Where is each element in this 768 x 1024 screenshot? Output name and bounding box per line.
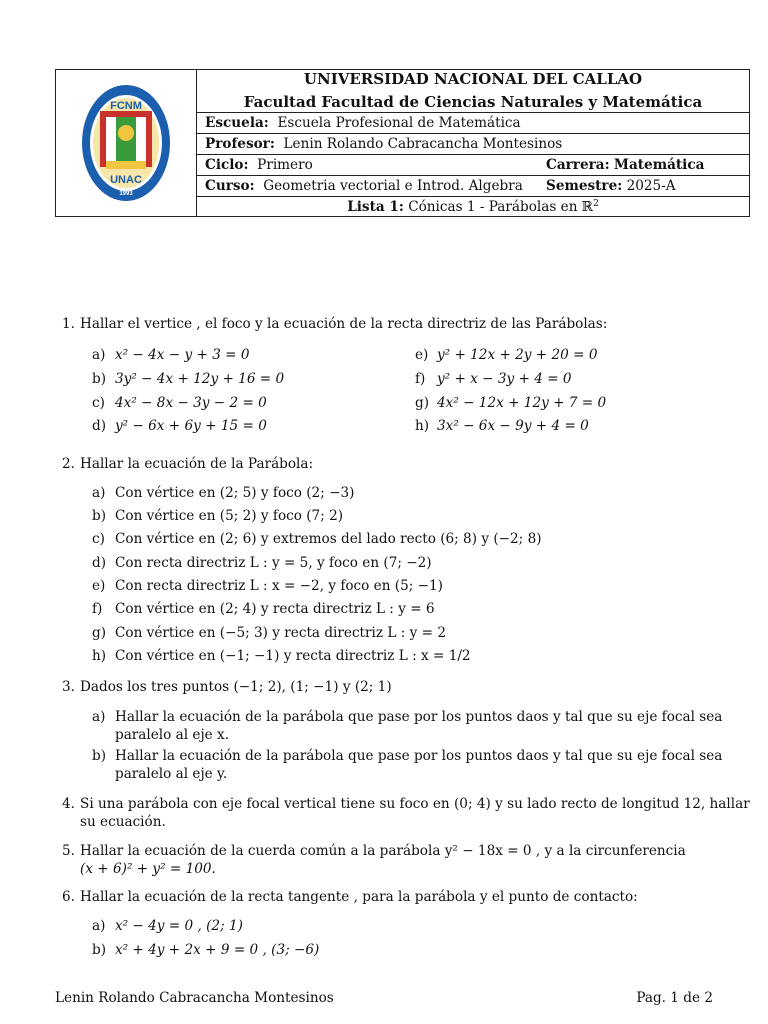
semestre-label: Semestre:: [546, 178, 623, 194]
faculty-title: Facultad Facultad de Ciencias Naturales y Matemática: [197, 91, 749, 113]
list-item: Con vértice en (2; 4) y recta directriz L : y = 6: [115, 601, 435, 617]
list-item-continuation: paralelo al eje x.: [115, 727, 230, 743]
list-item-label: c): [92, 395, 105, 411]
curso-row: [197, 176, 749, 197]
list-item: y² − 6x + 6y + 15 = 0: [115, 418, 267, 434]
list-item-label: f): [415, 371, 426, 387]
logo-top-text: FCNM: [110, 100, 142, 112]
profesor-label: Profesor:: [205, 136, 275, 152]
logo-bottom-text: UNAC: [110, 174, 142, 186]
list-item: y² + 12x + 2y + 20 = 0: [437, 347, 598, 363]
list-item-label: a): [92, 347, 106, 363]
list-item: x² + 4y + 2x + 9 = 0 , (3; −6): [115, 942, 320, 958]
list-item-label: a): [92, 709, 106, 725]
header-box: [55, 69, 750, 217]
q4-number: 4.: [62, 796, 75, 812]
list-item: Con vértice en (2; 6) y extremos del lado recto (6; 8) y (−2; 8): [115, 531, 542, 547]
q2-number: 2.: [62, 456, 75, 472]
list-item-label: d): [92, 555, 107, 571]
q5-text-continuation: (x + 6)² + y² = 100.: [80, 861, 216, 877]
list-item: Con recta directriz L : y = 5, y foco en (7; −2): [115, 555, 432, 571]
q2-text: Hallar la ecuación de la Parábola:: [80, 456, 314, 472]
ciclo-row: [197, 155, 749, 176]
university-logo: [80, 83, 172, 203]
q3-text: Dados los tres puntos (−1; 2), (1; −1) y (2; 1): [80, 679, 392, 695]
list-item-label: b): [92, 508, 107, 524]
list-item: x² − 4y = 0 , (2; 1): [115, 918, 243, 934]
list-item: Con vértice en (−5; 3) y recta directriz L : y = 2: [115, 625, 446, 641]
carrera-label: Carrera:: [546, 157, 610, 173]
list-item: x² − 4x − y + 3 = 0: [115, 347, 250, 363]
q1-number: 1.: [62, 316, 75, 332]
list-item-continuation: paralelo al eje y.: [115, 766, 228, 782]
logo-cell: [56, 70, 197, 216]
list-item: 4x² − 8x − 3y − 2 = 0: [115, 395, 267, 411]
profesor-value: Lenin Rolando Cabracancha Montesinos: [283, 136, 563, 152]
list-item: Con vértice en (5; 2) y foco (7; 2): [115, 508, 344, 524]
q5-number: 5.: [62, 843, 75, 859]
footer-author: Lenin Rolando Cabracancha Montesinos: [55, 990, 334, 1006]
list-item-label: e): [92, 578, 106, 594]
q3-number: 3.: [62, 679, 75, 695]
list-item-label: b): [92, 371, 107, 387]
q4-text: Si una parábola con eje focal vertical tiene su foco en (0; 4) y su lado recto de longitud 12, hallar: [80, 796, 750, 812]
list-item-label: c): [92, 531, 105, 547]
lista-superscript: 2: [593, 199, 599, 209]
list-item-label: a): [92, 485, 106, 501]
list-item-label: f): [92, 601, 103, 617]
q4-text-continuation: su ecuación.: [80, 814, 166, 830]
list-item-label: b): [92, 748, 107, 764]
escuela-label: Escuela:: [205, 115, 269, 131]
list-item-label: a): [92, 918, 106, 934]
list-item: Con vértice en (−1; −1) y recta directriz L : x = 1/2: [115, 648, 471, 664]
lista-label: Lista 1:: [347, 199, 404, 215]
q6-text: Hallar la ecuación de la recta tangente , para la parábola y el punto de contacto:: [80, 889, 638, 905]
list-item-label: e): [415, 347, 429, 363]
q5-text: Hallar la ecuación de la cuerda común a la parábola y² − 18x = 0 , y a la circunferencia: [80, 843, 686, 859]
semestre-value: 2025-A: [626, 178, 676, 194]
escuela-row: [197, 113, 749, 134]
list-item-label: h): [415, 418, 430, 434]
q1-text: Hallar el vertice , el foco y la ecuación de la recta directriz de las Parábolas:: [80, 316, 608, 332]
q6-number: 6.: [62, 889, 75, 905]
curso-label: Curso:: [205, 178, 255, 194]
list-item-label: b): [92, 942, 107, 958]
list-item: Con vértice en (2; 5) y foco (2; −3): [115, 485, 355, 501]
logo-year: 1993: [119, 191, 133, 197]
ciclo-label: Ciclo:: [205, 157, 249, 173]
list-item: Hallar la ecuación de la parábola que pase por los puntos daos y tal que su eje focal sea: [115, 748, 723, 764]
lista-value: Cónicas 1 - Parábolas en ℝ: [408, 199, 594, 215]
list-item: 3x² − 6x − 9y + 4 = 0: [437, 418, 589, 434]
list-item-label: d): [92, 418, 107, 434]
list-item: Con recta directriz L : x = −2, y foco en (5; −1): [115, 578, 443, 594]
list-item-label: g): [92, 625, 107, 641]
ciclo-value: Primero: [257, 157, 313, 173]
list-item: 3y² − 4x + 12y + 16 = 0: [115, 371, 285, 387]
list-item: 4x² − 12x + 12y + 7 = 0: [437, 395, 607, 411]
escuela-value: Escuela Profesional de Matemática: [277, 115, 521, 131]
list-item: Hallar la ecuación de la parábola que pase por los puntos daos y tal que su eje focal sea: [115, 709, 723, 725]
university-title: UNIVERSIDAD NACIONAL DEL CALLAO: [303, 70, 643, 88]
carrera-value: Matemática: [613, 157, 705, 173]
lista-row: [197, 197, 749, 218]
curso-value: Geometria vectorial e Introd. Algebra: [263, 178, 523, 194]
list-item: y² + x − 3y + 4 = 0: [437, 371, 572, 387]
profesor-row: [197, 134, 749, 155]
list-item-label: g): [415, 395, 430, 411]
list-item-label: h): [92, 648, 107, 664]
footer-page-number: Pag. 1 de 2: [636, 990, 713, 1006]
